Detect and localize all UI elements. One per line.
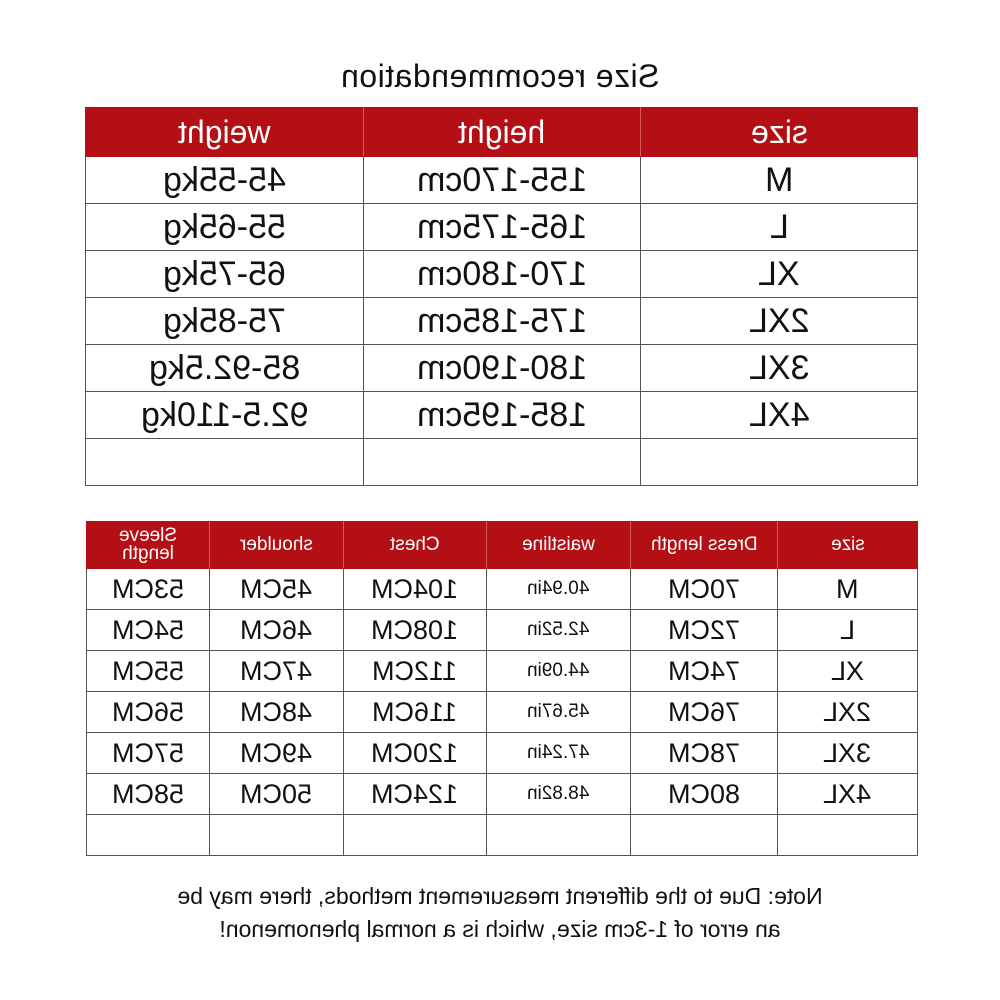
table-row	[86, 298, 918, 345]
cell-dress-length: 76CM	[631, 692, 778, 733]
cell-chest: 124CM	[344, 774, 487, 815]
empty-row	[86, 439, 918, 486]
empty-cell	[87, 815, 210, 856]
table-row	[86, 157, 918, 204]
cell-dress-length: 78CM	[631, 733, 778, 774]
cell-dress-length: 70CM	[631, 569, 778, 610]
table-row	[87, 692, 918, 733]
cell-sleeve-length: 54CM	[87, 610, 210, 651]
cell-weight: 65-75kg	[86, 251, 364, 298]
table-header-row	[86, 108, 918, 157]
cell-height: 170-180cm	[364, 251, 641, 298]
header-dress-length: Dress length	[631, 522, 778, 569]
cell-chest: 112CM	[344, 651, 487, 692]
header-weight: weight	[86, 108, 364, 157]
cell-height: 155-170cm	[364, 157, 641, 204]
cell-waistline: 48.82in	[487, 774, 631, 815]
cell-waistline: 45.67in	[487, 692, 631, 733]
table-row	[87, 610, 918, 651]
cell-chest: 108CM	[344, 610, 487, 651]
cell-shoulder: 49CM	[210, 733, 344, 774]
header-size: size	[641, 108, 918, 157]
empty-cell	[364, 439, 641, 486]
cell-size: 3XL	[778, 733, 918, 774]
table-row	[86, 392, 918, 439]
table-row	[86, 204, 918, 251]
cell-height: 185-195cm	[364, 392, 641, 439]
cell-shoulder: 46CM	[210, 610, 344, 651]
cell-chest: 120CM	[344, 733, 487, 774]
empty-cell	[86, 439, 364, 486]
empty-row	[87, 815, 918, 856]
header-waistline: waistline	[487, 522, 631, 569]
header-sleeve-length: Sleeve length	[87, 522, 210, 569]
cell-size: 2XL	[778, 692, 918, 733]
cell-weight: 75-85kg	[86, 298, 364, 345]
cell-shoulder: 45CM	[210, 569, 344, 610]
cell-size: 2XL	[641, 298, 918, 345]
empty-cell	[641, 439, 918, 486]
cell-shoulder: 50CM	[210, 774, 344, 815]
measurement-table	[86, 521, 918, 856]
cell-shoulder: 48CM	[210, 692, 344, 733]
cell-height: 165-175cm	[364, 204, 641, 251]
empty-cell	[778, 815, 918, 856]
cell-size: XL	[778, 651, 918, 692]
cell-waistline: 44.09in	[487, 651, 631, 692]
table-row	[86, 345, 918, 392]
measurement-note	[0, 880, 1000, 946]
empty-cell	[210, 815, 344, 856]
empty-cell	[631, 815, 778, 856]
cell-weight: 85-92.5kg	[86, 345, 364, 392]
cell-size: 4XL	[778, 774, 918, 815]
cell-size: 3XL	[641, 345, 918, 392]
header-shoulder: shoulder	[210, 522, 344, 569]
cell-weight: 45-55kg	[86, 157, 364, 204]
cell-dress-length: 74CM	[631, 651, 778, 692]
cell-size: M	[641, 157, 918, 204]
cell-shoulder: 47CM	[210, 651, 344, 692]
cell-size: M	[778, 569, 918, 610]
note-line-1: Note: Due to the different measurement methods, there may be	[177, 883, 823, 909]
empty-cell	[344, 815, 487, 856]
table-header-row	[87, 522, 918, 569]
empty-cell	[487, 815, 631, 856]
cell-chest: 116CM	[344, 692, 487, 733]
cell-height: 175-185cm	[364, 298, 641, 345]
cell-waistline: 42.52in	[487, 610, 631, 651]
table-row	[87, 651, 918, 692]
header-height: height	[364, 108, 641, 157]
table-row	[87, 569, 918, 610]
cell-height: 180-190cm	[364, 345, 641, 392]
cell-chest: 104CM	[344, 569, 487, 610]
cell-size: 4XL	[641, 392, 918, 439]
cell-sleeve-length: 56CM	[87, 692, 210, 733]
table-row	[87, 733, 918, 774]
cell-sleeve-length: 58CM	[87, 774, 210, 815]
cell-size: XL	[641, 251, 918, 298]
cell-sleeve-length: 57CM	[87, 733, 210, 774]
cell-weight: 55-65kg	[86, 204, 364, 251]
cell-dress-length: 72CM	[631, 610, 778, 651]
note-line-2: an error of 1-3cm size, which is a normal phenomenon!	[219, 916, 781, 942]
header-size: size	[778, 522, 918, 569]
table-row	[87, 774, 918, 815]
cell-sleeve-length: 55CM	[87, 651, 210, 692]
cell-waistline: 40.94in	[487, 569, 631, 610]
cell-dress-length: 80CM	[631, 774, 778, 815]
cell-waistline: 47.24in	[487, 733, 631, 774]
size-recommendation-table	[85, 107, 918, 486]
cell-weight: 92.5-110kg	[86, 392, 364, 439]
cell-size: L	[641, 204, 918, 251]
page-title: Size recommendation	[340, 58, 660, 94]
cell-sleeve-length: 53CM	[87, 569, 210, 610]
header-chest: Chest	[344, 522, 487, 569]
table-row	[86, 251, 918, 298]
cell-size: L	[778, 610, 918, 651]
